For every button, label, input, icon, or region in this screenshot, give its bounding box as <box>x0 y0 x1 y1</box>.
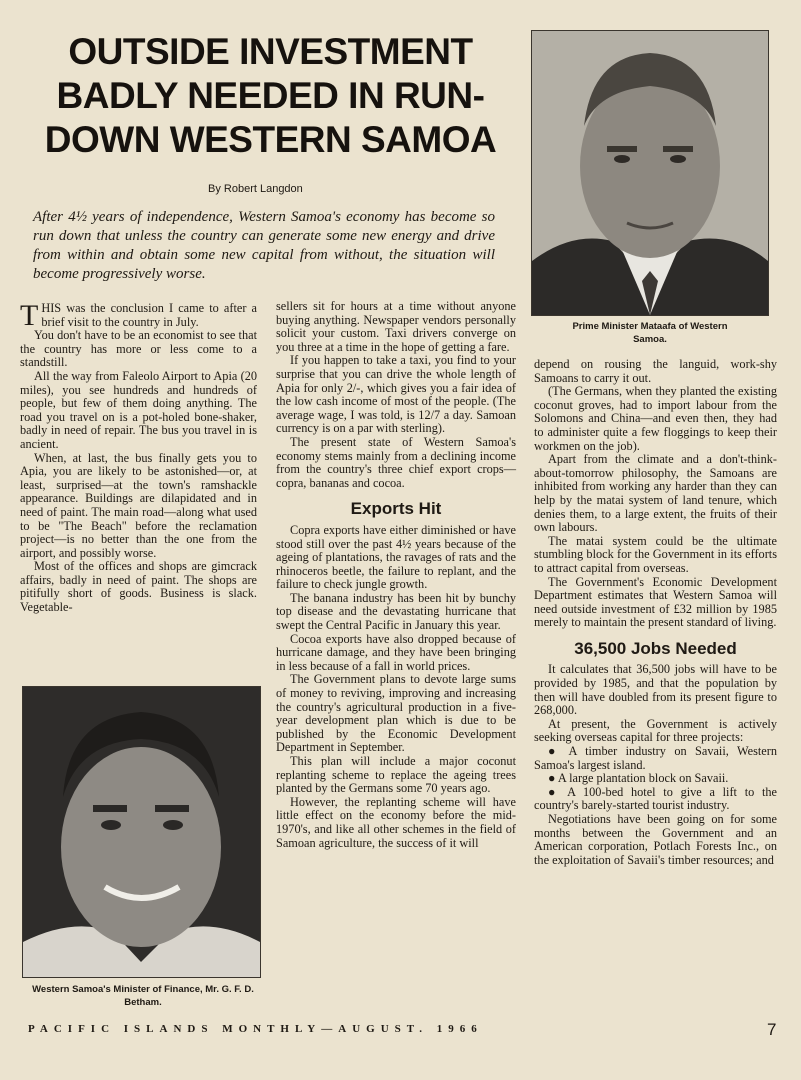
paragraph: Most of the offices and shops are gimcrack affairs, badly in need of paint. The shops are pitifully short of goods. Business is slack. Vegetable- <box>20 559 257 615</box>
paragraph: ● A 100-bed hotel to give a lift to the country's barely-started tourist industry. <box>534 784 777 813</box>
headline: OUTSIDE INVESTMENT BADLY NEEDED IN RUN-DOWN WESTERN SAMOA <box>44 31 497 160</box>
paragraph: THIS was the conclusion I came to after a brief visit to the country in July. <box>20 299 257 332</box>
subhead-exports-hit: Exports Hit <box>350 499 442 519</box>
paragraph: Cocoa exports have also dropped because of hurricane damage, and they have been bringing in less because of a fall in world prices. <box>276 631 516 673</box>
paragraph: It calculates that 36,500 jobs will have to be provided by 1985, and that the population by then will have doubled from its present figure to 268,000. <box>534 662 777 718</box>
paragraph: You don't have to be an economist to see that the country has more or less come to a standstill. <box>20 328 257 370</box>
photo-minister-of-finance <box>22 686 261 978</box>
paragraph: The banana industry has been hit by bunchy top disease and the devastating hurricane that swept the Central Pacific in January this year. <box>276 590 516 633</box>
paragraph: Copra exports have either diminished or have stood still over the past 4½ years because of the ageing of plantations, the ravages of rats and the rhinoceros beetle, the failure to replant, and the failure to check jungle growth. <box>276 522 516 592</box>
photo-prime-minister <box>531 30 769 316</box>
paragraph: If you happen to take a taxi, you find to your surprise that you can drive the whole length of Apia for only 2/-, which gives you a fair idea of the low cash income of most of the people. (The average wage, I was told, is 12/7 a day. Samoan currency is on a par with sterling). <box>276 353 516 436</box>
paragraph: (The Germans, when they planted the existing coconut groves, had to import labour from the Solomons and China—and even then, they had to administer quite a few floggings to keep their workmen on the job). <box>534 384 777 453</box>
paragraph: The matai system could be the ultimate stumbling block for the Government in its efforts to attract capital from overseas. <box>534 533 777 575</box>
paragraph: The present state of Western Samoa's economy stems mainly from a declining income from the country's three chief export crops—copra, bananas and cocoa. <box>276 434 516 490</box>
paragraph: However, the replanting scheme will have little effect on the economy before the mid-1970's, and like all other schemes in the field of Samoan agriculture, the success of it will <box>276 794 516 850</box>
caption-minister-of-finance: Western Samoa's Minister of Finance, Mr. G. F. D. Betham. <box>32 984 254 1008</box>
paragraph: The Government plans to devote large sums of money to reviving, improving and increasing the country's agricultural production in a five-year development plan which is due to be published by the Economic Development Department in September. <box>276 672 516 755</box>
paragraph: ● A timber industry on Savaii, Western Samoa's largest island. <box>534 744 777 772</box>
paragraph: At present, the Government is actively seeking overseas capital for three projects: <box>534 716 777 745</box>
standfirst: After 4½ years of independence, Western Samoa's economy has become so run down that unless the country can generate some new energy and drive from within and obtain some new capital from without, the situation will become progressively worse. <box>33 209 495 282</box>
paragraph: This plan will include a major coconut replanting scheme to replace the ageing trees planted by the Germans some 70 years ago. <box>276 754 516 796</box>
paragraph: When, at last, the bus finally gets you to Apia, you are likely to be astonished—or, at least, surprised—at the town's ramshackle appearance. Buildings are dilapidated and in need of paint. The main road—along what used to be "The Beach" before the reclamation project—is no better than the one from the airport, and possibly worse. <box>20 450 257 560</box>
caption-prime-minister: Prime Minister Mataafa of Western Samoa. <box>572 321 728 345</box>
paragraph: depend on rousing the languid, work-shy Samoans to carry it out. <box>534 357 777 385</box>
column-3 <box>534 358 777 867</box>
paragraph: Apart from the climate and a don't-think-about-tomorrow philosophy, the Samoans are inhibited from working any harder than they can help by the matai system of land tenure, which denies them, to a large extent, the fruits of their own labours. <box>534 452 777 535</box>
paragraph: Negotiations have been going on for some months between the Government and an American corporation, Potlach Forests Inc., on the exploitation of Savaii's timber resources; and <box>534 812 777 867</box>
footer-masthead: PACIFIC ISLANDS MONTHLY—AUGUST. 1966 <box>28 1023 483 1035</box>
paragraph: sellers sit for hours at a time without anyone buying anything. Newspaper vendors personally solicit your custom. Taxi drivers converge on you three at a time in the hope of getting a fare. <box>276 299 516 354</box>
page-number: 7 <box>767 1020 777 1039</box>
byline: By Robert Langdon <box>208 183 303 195</box>
drop-cap: T <box>20 299 39 332</box>
column-1 <box>20 299 257 615</box>
paragraph: All the way from Faleolo Airport to Apia (20 miles), you see hundreds and hundreds of people, but few of them doing anything. The road you travel on is a pot-holed bone-shaker, badly in need of repair. The bus you travel in is ancient. <box>20 368 257 451</box>
paragraph: ● A large plantation block on Savaii. <box>548 771 729 786</box>
column-2 <box>276 300 516 850</box>
subhead-jobs-needed: 36,500 Jobs Needed <box>574 638 737 658</box>
paragraph: The Government's Economic Development Department estimates that Western Samoa will need outside investment of £32 million by 1985 merely to maintain the present standard of living. <box>534 574 777 630</box>
